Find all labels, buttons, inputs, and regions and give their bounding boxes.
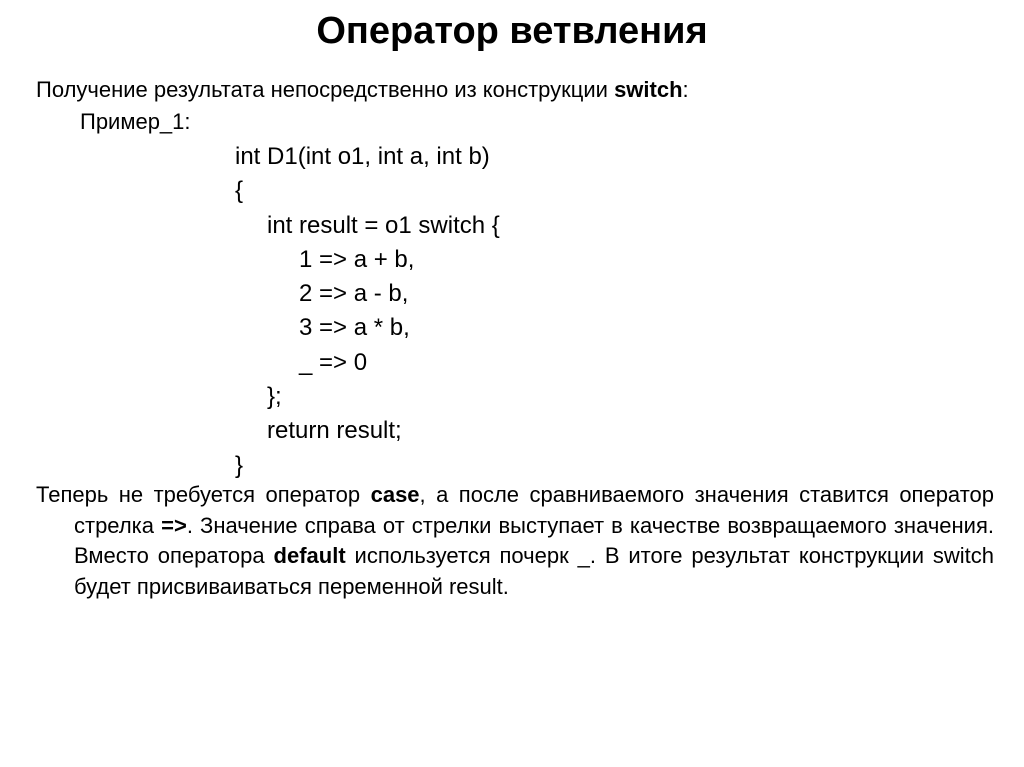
explanation-part: . Значение справа от стрелки выступает в качестве возвращаемого значения. Вместо оператора: [74, 512, 994, 568]
explanation-paragraph: [36, 480, 994, 602]
code-line: {: [235, 177, 244, 205]
intro-keyword-switch: switch: [614, 77, 683, 102]
code-block: [0, 140, 1024, 483]
code-line: 1 => a + b,: [299, 245, 415, 273]
explanation-part: используется почерк _. В итоге результат конструкции switch будет присвиваиваться переменной result.: [74, 543, 995, 599]
example-label: Пример_1:: [80, 109, 191, 134]
code-line: int result = o1 switch {: [267, 211, 500, 239]
intro-suffix: :: [682, 77, 689, 102]
keyword-case: case: [370, 482, 420, 507]
intro-text: [36, 76, 689, 104]
intro-text-body: Получение результата непосредственно из конструкции: [36, 77, 615, 102]
explanation-part: Теперь не требуется оператор: [36, 482, 371, 507]
explanation-part: , а после сравниваемого значения ставится оператор стрелка: [74, 482, 994, 538]
code-line: 2 => a - b,: [299, 280, 409, 308]
code-line: _ => 0: [299, 348, 368, 376]
slide-title: Оператор ветвления: [316, 10, 708, 52]
keyword-arrow: =>: [161, 512, 187, 538]
code-line: return result;: [267, 417, 402, 445]
code-line: };: [267, 383, 282, 411]
code-line: }: [235, 451, 244, 479]
keyword-default: default: [273, 543, 346, 568]
code-line: int D1(int o1, int a, int b): [235, 143, 490, 170]
code-line: 3 => a * b,: [299, 314, 410, 342]
